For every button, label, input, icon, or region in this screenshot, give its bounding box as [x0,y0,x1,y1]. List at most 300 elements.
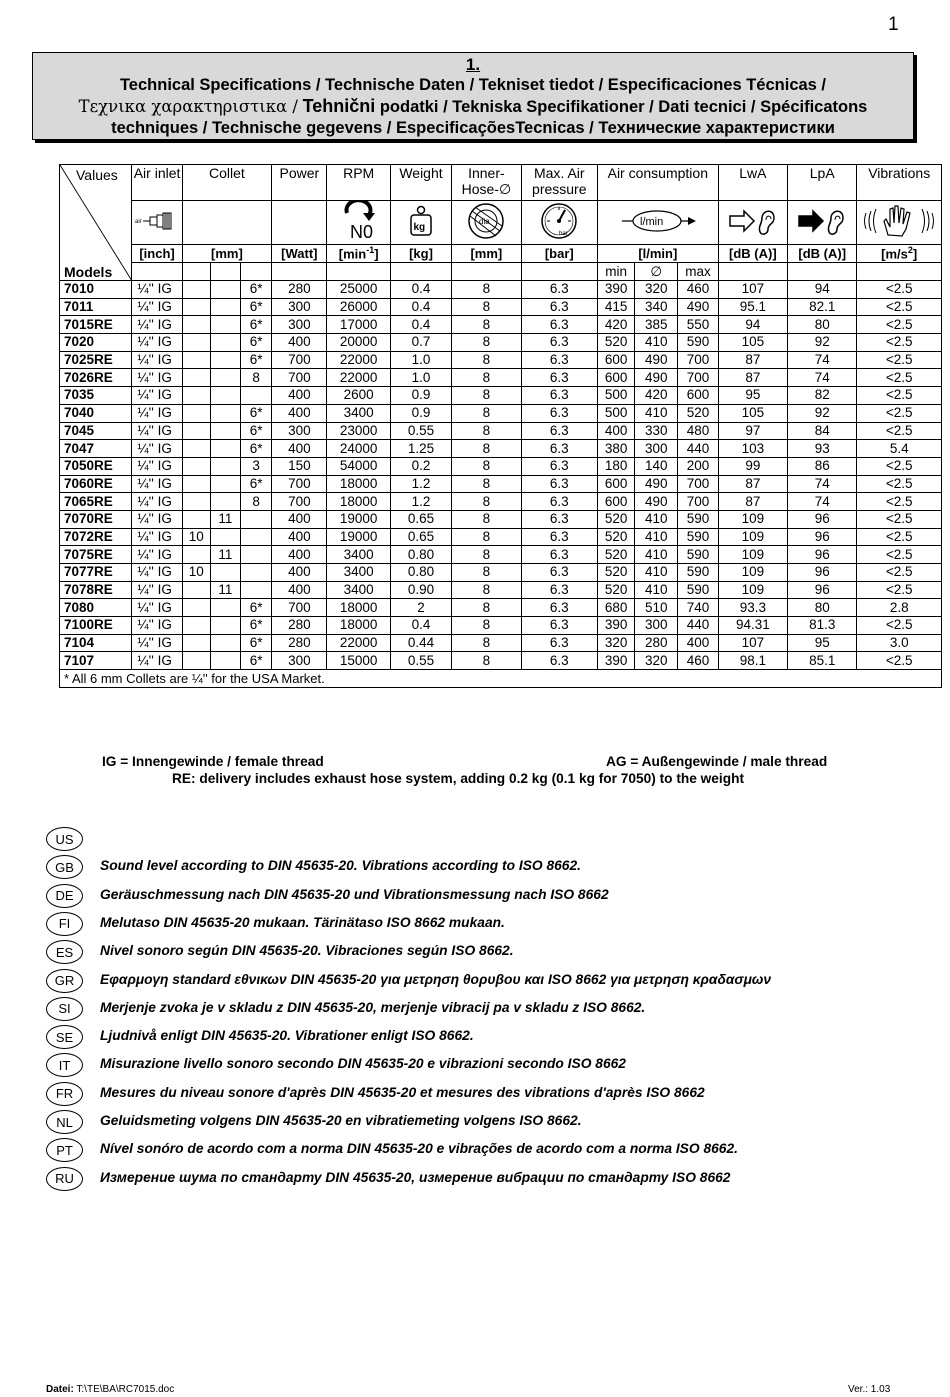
collet-3-cell [241,581,272,599]
pressure-cell: 6.3 [521,581,597,599]
weight-cell: 0.2 [390,457,451,475]
blank-hose [452,263,521,281]
collet-3-cell: 6* [241,634,272,652]
consumption-avg-cell: 410 [635,528,678,546]
air-inlet-cell: ¼'' IG [132,528,182,546]
consumption-max-cell: 700 [678,475,718,493]
collet-icon-cell [182,201,271,245]
weight-cell: 0.55 [390,422,451,440]
lwa-cell: 105 [718,334,787,352]
consumption-min-cell: 390 [597,281,634,299]
note-re: RE: delivery includes exhaust hose system, adding 0.2 kg (0.1 kg for 7050) to the weight [172,771,745,786]
lwa-cell: 105 [718,404,787,422]
lpa-cell: 96 [788,510,857,528]
values-models-corner [60,165,132,281]
vibration-cell: <2.5 [857,510,942,528]
collet-3-cell [241,510,272,528]
consumption-min-label: min [597,263,634,281]
table-row [60,634,942,652]
model-cell: 7045 [60,422,132,440]
language-text: Sound level according to DIN 45635-20. Vibrations according to ISO 8662. [100,858,581,874]
consumption-avg-cell: 420 [635,387,678,405]
collet-1-cell [182,281,210,299]
air-inlet-cell: ¼'' IG [132,599,182,617]
sound-power-ear-icon [718,201,787,245]
rpm-cell: 15000 [327,652,390,670]
table-row [60,546,942,564]
collet-1-cell [182,457,210,475]
table-row [60,652,942,670]
rpm-cell: 19000 [327,528,390,546]
power-cell: 300 [272,422,327,440]
lpa-cell: 81.3 [788,617,857,635]
consumption-min-cell: 600 [597,369,634,387]
air-inlet-cell: ¼'' IG [132,369,182,387]
vibration-cell: 3.0 [857,634,942,652]
pressure-cell: 6.3 [521,316,597,334]
collet-1-cell [182,652,210,670]
consumption-max-cell: 590 [678,581,718,599]
collet-3-cell: 6* [241,316,272,334]
rpm-cell: 19000 [327,510,390,528]
language-row-si [46,997,926,1021]
table-row [60,564,942,582]
power-cell: 700 [272,493,327,511]
collet-2-cell [210,298,240,316]
power-cell: 700 [272,369,327,387]
language-badge: FI [46,912,83,936]
collet-3-cell: 6* [241,334,272,352]
hose-cell: 8 [452,369,521,387]
air-inlet-cell: ¼'' IG [132,652,182,670]
weight-cell: 1.2 [390,493,451,511]
weight-kg-icon [390,201,451,245]
consumption-avg-cell: 490 [635,351,678,369]
vibration-cell: 5.4 [857,440,942,458]
unit-air-consumption: [l/min] [597,245,718,263]
consumption-avg-cell: 320 [635,281,678,299]
language-text: Geluidsmeting volgens DIN 45635-20 en vibratiemeting volgens ISO 8662. [100,1113,582,1128]
pressure-cell: 6.3 [521,546,597,564]
language-badge: GB [46,855,83,879]
pressure-cell: 6.3 [521,510,597,528]
weight-cell: 1.0 [390,351,451,369]
footer-file-label: Datei: [46,1384,74,1395]
language-row-pt [46,1138,926,1162]
weight-cell: 1.25 [390,440,451,458]
consumption-max-cell: 590 [678,564,718,582]
consumption-max-cell: 590 [678,528,718,546]
rpm-cell: 18000 [327,475,390,493]
collet-2-cell [210,404,240,422]
lpa-cell: 96 [788,528,857,546]
model-cell: 7040 [60,404,132,422]
language-badge: US [46,827,83,851]
table-row [60,475,942,493]
rpm-cell: 26000 [327,298,390,316]
consumption-avg-cell: 385 [635,316,678,334]
lwa-cell: 95 [718,387,787,405]
weight-cell: 2 [390,599,451,617]
consumption-min-cell: 600 [597,493,634,511]
consumption-max-cell: 460 [678,652,718,670]
collet-1-cell [182,404,210,422]
pressure-cell: 6.3 [521,528,597,546]
consumption-avg-label: ∅ [635,263,678,281]
table-row [60,457,942,475]
consumption-avg-cell: 490 [635,475,678,493]
consumption-avg-cell: 410 [635,564,678,582]
note-ag: AG = Außengewinde / male thread [606,754,828,769]
col-weight: Weight [390,165,451,201]
table-row [60,422,942,440]
consumption-min-cell: 520 [597,581,634,599]
consumption-min-cell: 390 [597,617,634,635]
pressure-cell: 6.3 [521,298,597,316]
power-cell: 400 [272,510,327,528]
collet-2-cell: 11 [210,510,240,528]
hose-cell: 8 [452,617,521,635]
collet-1-cell [182,581,210,599]
language-row-nl [46,1110,926,1134]
lwa-cell: 107 [718,634,787,652]
consumption-avg-cell: 410 [635,581,678,599]
language-row-de [46,884,926,908]
collet-2-cell [210,475,240,493]
collet-2-cell [210,351,240,369]
footer-file [46,1384,174,1395]
lwa-cell: 109 [718,564,787,582]
weight-cell: 0.80 [390,564,451,582]
table-row [60,617,942,635]
hose-cell: 8 [452,528,521,546]
col-lwa: LwA [718,165,787,201]
rpm-cell: 17000 [327,316,390,334]
power-cell: 280 [272,617,327,635]
consumption-min-cell: 520 [597,546,634,564]
section-number: 1. [465,55,481,74]
consumption-min-cell: 680 [597,599,634,617]
collet-2-cell [210,617,240,635]
model-cell: 7072RE [60,528,132,546]
consumption-avg-cell: 300 [635,440,678,458]
collet-2-cell [210,316,240,334]
pressure-cell: 6.3 [521,281,597,299]
power-cell: 700 [272,351,327,369]
language-text: Melutaso DIN 45635-20 mukaan. Tärinätaso ISO 8662 mukaan. [100,914,505,930]
consumption-max-cell: 700 [678,351,718,369]
model-cell: 7026RE [60,369,132,387]
blank-lwa [718,263,787,281]
collet-3-cell: 6* [241,351,272,369]
blank-power [272,263,327,281]
weight-cell: 0.4 [390,316,451,334]
collet-3-cell [241,528,272,546]
col-power: Power [272,165,327,201]
title-box [32,52,914,140]
consumption-max-cell: 740 [678,599,718,617]
lwa-cell: 109 [718,581,787,599]
table-row [60,581,942,599]
blank-pressure [521,263,597,281]
lwa-cell: 109 [718,528,787,546]
col-air-consumption: Air consumption [597,165,718,201]
weight-cell: 0.65 [390,510,451,528]
consumption-max-cell: 400 [678,634,718,652]
table-row [60,528,942,546]
vibration-cell: <2.5 [857,564,942,582]
model-cell: 7047 [60,440,132,458]
collet-1-cell [182,634,210,652]
hose-cell: 8 [452,298,521,316]
lpa-cell: 82.1 [788,298,857,316]
collet-1-cell [182,617,210,635]
footer-version: Ver.: 1.03 [848,1384,891,1395]
collet-2-cell [210,281,240,299]
rpm-cell: 22000 [327,634,390,652]
weight-cell: 0.4 [390,298,451,316]
title-tehnicni: Tehnični [302,96,376,116]
hose-cell: 8 [452,493,521,511]
language-text: Ljudnivå enligt DIN 45635-20. Vibrationer enligt ISO 8662. [100,1028,474,1044]
blank-collet-2 [210,263,240,281]
air-inlet-cell: ¼'' IG [132,546,182,564]
consumption-min-cell: 600 [597,475,634,493]
collet-1-cell [182,493,210,511]
lwa-cell: 99 [718,457,787,475]
consumption-min-cell: 520 [597,564,634,582]
air-flow-icon [597,201,718,245]
table-row [60,493,942,511]
table-row [60,281,942,299]
vibration-cell: <2.5 [857,422,942,440]
language-text: Misurazione livello sonoro secondo DIN 45635-20 e vibrazioni secondo ISO 8662 [100,1056,626,1072]
lpa-cell: 74 [788,493,857,511]
rotation-speed-icon [327,201,390,245]
consumption-min-cell: 390 [597,652,634,670]
weight-cell: 0.7 [390,334,451,352]
language-row-it [46,1053,926,1077]
lpa-cell: 96 [788,564,857,582]
language-text: Mesures du niveau sonore d'après DIN 45635-20 et mesures des vibrations d'après ISO 8662 [100,1084,705,1100]
model-cell: 7025RE [60,351,132,369]
consumption-min-cell: 520 [597,510,634,528]
flow-icon-label: l/min [639,216,664,228]
collet-2-cell [210,422,240,440]
consumption-min-cell: 400 [597,422,634,440]
language-badge: RU [46,1167,83,1191]
air-inlet-cell: ¼'' IG [132,351,182,369]
table-row [60,387,942,405]
collet-3-cell: 6* [241,422,272,440]
consumption-max-cell: 440 [678,617,718,635]
blank-collet-1 [182,263,210,281]
hose-cell: 8 [452,475,521,493]
vibration-cell: <2.5 [857,581,942,599]
lpa-cell: 94 [788,281,857,299]
power-cell: 280 [272,634,327,652]
weight-cell: 0.65 [390,528,451,546]
air-inlet-cell: ¼'' IG [132,422,182,440]
language-text: Nivel sonoro según DIN 45635-20. Vibraciones según ISO 8662. [100,943,514,959]
collet-3-cell: 6* [241,617,272,635]
model-cell: 7060RE [60,475,132,493]
collet-1-cell [182,334,210,352]
consumption-max-cell: 460 [678,281,718,299]
model-cell: 7077RE [60,564,132,582]
power-cell: 400 [272,404,327,422]
language-row-fr [46,1082,926,1106]
collet-1-cell [182,422,210,440]
collet-1-cell [182,440,210,458]
language-row-us [46,827,926,851]
table-footnote: * All 6 mm Collets are ¼'' for the USA Market. [60,670,942,688]
hose-diameter-icon [452,201,521,245]
collet-3-cell: 6* [241,475,272,493]
consumption-min-cell: 415 [597,298,634,316]
language-badge: IT [46,1053,83,1077]
language-badge: NL [46,1110,83,1134]
model-cell: 7100RE [60,617,132,635]
air-inlet-cell: ¼'' IG [132,634,182,652]
pressure-gauge-icon [521,201,597,245]
pressure-cell: 6.3 [521,564,597,582]
pressure-cell: 6.3 [521,617,597,635]
lpa-cell: 92 [788,334,857,352]
power-cell: 700 [272,599,327,617]
table-row [60,510,942,528]
pressure-cell: 6.3 [521,334,597,352]
vibration-cell: <2.5 [857,351,942,369]
pressure-cell: 6.3 [521,422,597,440]
consumption-avg-cell: 490 [635,493,678,511]
weight-cell: 0.9 [390,387,451,405]
unit-pressure: [bar] [521,245,597,263]
pressure-cell: 6.3 [521,457,597,475]
consumption-min-cell: 600 [597,351,634,369]
collet-2-cell [210,652,240,670]
blank-collet-3 [241,263,272,281]
pressure-cell: 6.3 [521,652,597,670]
language-text: Измерение шума по стандарту DIN 45635-20, измерение вибрации по стандарту ISO 8662 [100,1169,731,1185]
blank-air-inlet [132,263,182,281]
weight-icon-label: kg [413,222,426,233]
vibration-cell: <2.5 [857,528,942,546]
collet-3-cell: 6* [241,652,272,670]
vibration-cell: <2.5 [857,334,942,352]
consumption-max-cell: 590 [678,546,718,564]
consumption-min-cell: 420 [597,316,634,334]
lwa-cell: 109 [718,510,787,528]
language-badge: SE [46,1025,83,1049]
air-inlet-cell: ¼'' IG [132,334,182,352]
air-inlet-cell: ¼'' IG [132,493,182,511]
lwa-cell: 95.1 [718,298,787,316]
col-lpa: LpA [788,165,857,201]
rpm-cell: 3400 [327,564,390,582]
consumption-max-label: max [678,263,718,281]
collet-3-cell: 6* [241,298,272,316]
vibration-hand-icon [857,201,942,245]
rpm-cell: 2600 [327,387,390,405]
unit-collet: [mm] [182,245,271,263]
weight-cell: 0.44 [390,634,451,652]
consumption-max-cell: 550 [678,316,718,334]
hose-cell: 8 [452,546,521,564]
language-row-es [46,940,926,964]
hose-cell: 8 [452,404,521,422]
collet-2-cell: 11 [210,581,240,599]
lwa-cell: 98.1 [718,652,787,670]
consumption-min-cell: 520 [597,334,634,352]
collet-1-cell: 10 [182,528,210,546]
pressure-icon-label: bar [559,231,568,237]
air-inlet-cell: ¼'' IG [132,617,182,635]
sound-pressure-ear-icon [788,201,857,245]
vibration-cell: <2.5 [857,617,942,635]
weight-cell: 0.55 [390,652,451,670]
consumption-avg-cell: 490 [635,369,678,387]
consumption-min-cell: 180 [597,457,634,475]
consumption-min-cell: 500 [597,404,634,422]
table-row [60,298,942,316]
collet-1-cell [182,475,210,493]
pressure-cell: 6.3 [521,404,597,422]
col-max-air-pressure: Max. Air pressure [521,165,597,201]
vibration-cell: <2.5 [857,546,942,564]
language-badge: SI [46,997,83,1021]
consumption-avg-cell: 280 [635,634,678,652]
footer-file-path: T:\TE\BA\RC7015.doc [76,1384,175,1395]
hose-cell: 8 [452,581,521,599]
blank-rpm [327,263,390,281]
rpm-cell: 22000 [327,369,390,387]
col-inner-hose: Inner-Hose-∅ [452,165,521,201]
language-row-gr [46,969,926,993]
language-row-gb [46,855,926,879]
power-cell: 300 [272,652,327,670]
pressure-cell: 6.3 [521,599,597,617]
lpa-cell: 74 [788,475,857,493]
title-line-1: Technical Specifications / Technische Daten / Tekniset tiedot / Especificaciones Técnicas / [119,76,827,94]
page-number: 1 [888,14,899,35]
consumption-avg-cell: 320 [635,652,678,670]
rpm-cell: 22000 [327,351,390,369]
language-badge: PT [46,1138,83,1162]
model-cell: 7015RE [60,316,132,334]
rpm-cell: 20000 [327,334,390,352]
air-inlet-cell: ¼'' IG [132,281,182,299]
vibration-cell: <2.5 [857,652,942,670]
collet-3-cell: 6* [241,599,272,617]
footnote-row [60,670,942,688]
consumption-max-cell: 480 [678,422,718,440]
language-text: Εφαρμογη standard εθνικων DIN 45635-20 για μετρηση θορυβου και ISO 8662 για μετρηση κραδασμων [100,971,772,987]
table-row [60,404,942,422]
lpa-cell: 93 [788,440,857,458]
model-cell: 7107 [60,652,132,670]
title-greek: Τεχνικα χαρακτηριστικα / [78,97,298,116]
weight-cell: 1.0 [390,369,451,387]
hose-cell: 8 [452,440,521,458]
lpa-cell: 80 [788,316,857,334]
lwa-cell: 107 [718,281,787,299]
title-line-2-rest: podatki / Tekniska Specifikationer / Dati tecnici / Spécificatons [379,98,868,116]
unit-weight: [kg] [390,245,451,263]
rpm-cell: 18000 [327,617,390,635]
collet-1-cell [182,316,210,334]
pressure-cell: 6.3 [521,440,597,458]
